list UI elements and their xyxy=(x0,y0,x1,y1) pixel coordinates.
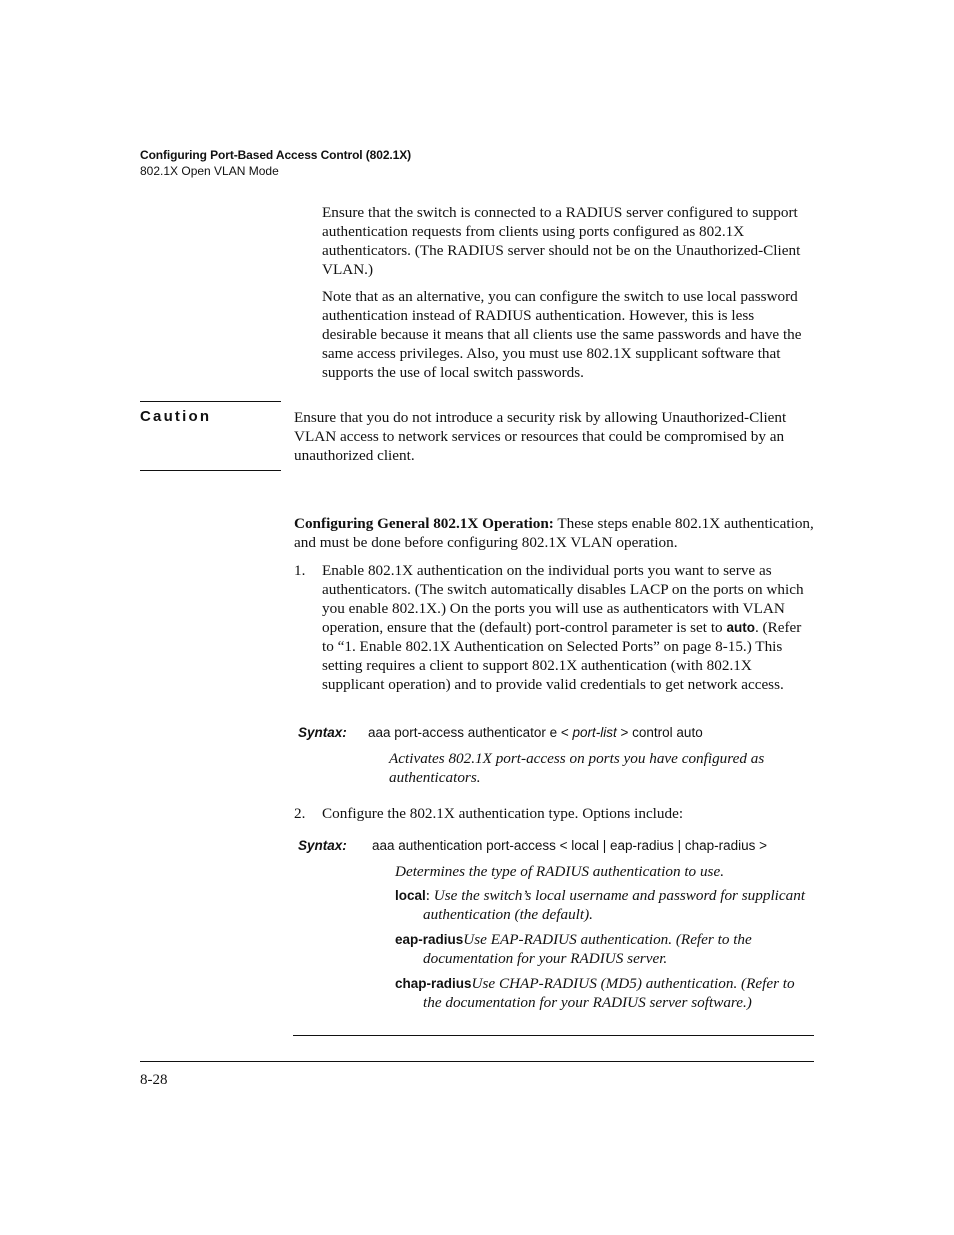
option-eap-radius-text: Use EAP-RADIUS authentication. (Refer to the documentation for your RADIUS server. xyxy=(423,931,752,967)
caution-rule-bottom xyxy=(140,470,281,471)
syntax-1-command xyxy=(368,725,703,740)
page-number: 8-28 xyxy=(140,1072,168,1088)
footer-rule xyxy=(140,1061,814,1062)
step-1-text-before: Enable 802.1X authentication on the individual ports you want to serve as authenticators. (The switch automatically disables LACP on the ports on which you enable 802.1X.) On the ports you will use as authenticators with VLAN operation, ensure that the (default) port-control parameter is set to xyxy=(322,562,804,636)
general-operation-heading: Configuring General 802.1X Operation: xyxy=(294,515,554,532)
general-operation-text: These steps enable 802.1X authentication, and must be done before configuring 802.1X VLAN operation. xyxy=(294,515,814,551)
step-1-number: 1. xyxy=(294,562,306,579)
general-operation-paragraph xyxy=(294,514,816,552)
option-chap-radius-keyword: chap-radius xyxy=(395,976,472,991)
intro-paragraph-radius: Ensure that the switch is connected to a RADIUS server configured to support authentication requests from clients using ports configured as 802.1X authenticators. (The RADIUS server should not be on the Unauthorized-Client VLAN.) xyxy=(322,204,801,278)
caution-label: Caution xyxy=(140,408,212,425)
intro-paragraph-local-auth: Note that as an alternative, you can configure the switch to use local password authentication instead of RADIUS authentication. However, this is less desirable because it means that all clients use the same passwords and have the same access privileges. Also, you must use 802.1X supplicant software that supports the use of local switch passwords. xyxy=(322,288,802,381)
step-2-text: Configure the 802.1X authentication type. Options include: xyxy=(322,805,684,822)
syntax-1-description: Activates 802.1X port-access on ports you have configured as authenticators. xyxy=(389,750,765,786)
syntax-1-cmd-before: aaa port-access authenticator e < xyxy=(368,725,573,740)
syntax-2-command: aaa authentication port-access < local | eap-radius | chap-radius > xyxy=(372,838,767,853)
syntax-1-cmd-after: > control auto xyxy=(616,725,703,740)
section-end-rule xyxy=(293,1035,814,1036)
chapter-title: Configuring Port-Based Access Control (802.1X) xyxy=(140,148,412,162)
option-eap-radius xyxy=(395,930,815,968)
step-1-keyword: auto xyxy=(726,620,755,635)
option-chap-radius xyxy=(395,974,815,1012)
option-local xyxy=(395,886,815,924)
step-1-text xyxy=(322,561,814,694)
step-1-text-after: . (Refer to “1. Enable 802.1X Authentication on Selected Ports” on page 8-15.) This setting requires a client to support 802.1X authentication (with 802.1X supplicant operation) and to provide valid credentials to get network access. xyxy=(322,619,802,693)
option-local-keyword: local xyxy=(395,888,426,903)
section-title: 802.1X Open VLAN Mode xyxy=(140,164,279,178)
caution-text: Ensure that you do not introduce a security risk by allowing Unauthorized-Client VLAN access to network services or resources that could be compromised by an unauthorized client. xyxy=(294,409,787,464)
step-2-number: 2. xyxy=(294,805,306,822)
syntax-1-cmd-param: port-list xyxy=(572,725,617,740)
caution-rule-top xyxy=(140,401,281,402)
syntax-1-label: Syntax: xyxy=(298,725,347,740)
option-chap-radius-text: Use CHAP-RADIUS (MD5) authentication. (Refer to the documentation for your RADIUS server software.) xyxy=(423,975,795,1011)
option-eap-radius-keyword: eap-radius xyxy=(395,932,464,947)
option-local-text: Use the switch’s local username and password for supplicant authentication (the default). xyxy=(423,887,806,923)
option-local-separator: : xyxy=(425,887,434,904)
syntax-2-label: Syntax: xyxy=(298,838,347,853)
syntax-2-description: Determines the type of RADIUS authentication to use. xyxy=(395,863,724,880)
